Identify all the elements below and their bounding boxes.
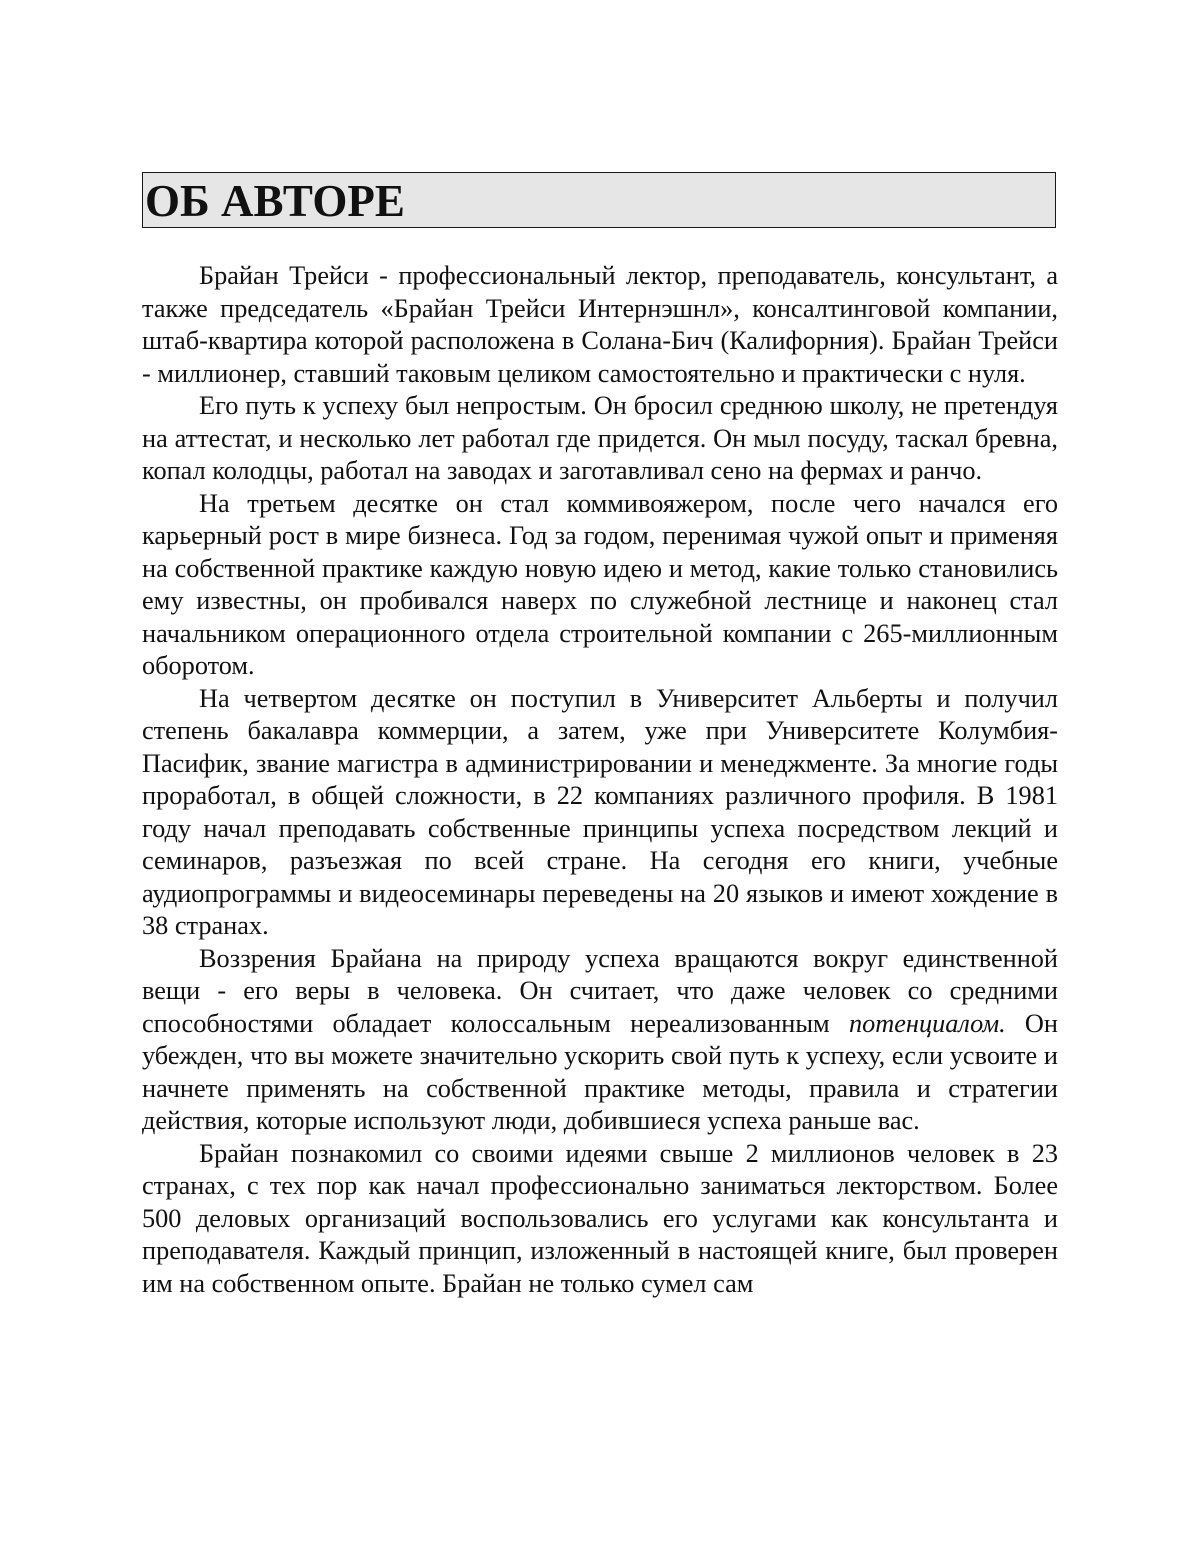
section-title-box <box>142 172 1056 228</box>
paragraph-6: Брайан познакомил со своими идеями свыше 2 миллионов человек в 23 странах, с тех пор как начал профессионально заниматься лекторством. Более 500 деловых организаций воспользовались его услугами как консультанта и преподавателя. Каждый принцип, изложенный в настоящей книге, был проверен им на собственном опыте. Брайан не только сумел сам <box>142 1138 1058 1298</box>
paragraph-1: Брайан Трейси - профессиональный лектор, преподаватель, консультант, а также председатель «Брайан Трейси Интернэшнл», консалтинговой компании, штаб-квартира которой расположена в Солана-Бич (Калифорния). Брайан Трейси - миллионер, ставший таковым целиком самостоятельно и практически с нуля. <box>142 261 1058 388</box>
body-text <box>142 260 1058 1300</box>
paragraph-2: Его путь к успеху был непростым. Он бросил среднюю школу, не претендуя на аттестат, и несколько лет работал где придется. Он мыл посуду, таскал бревна, копал колодцы, работал на заводах и заготавливал сено на фермах и ранчо. <box>142 391 1058 485</box>
paragraph-4: На четвертом десятке он поступил в Университет Альберты и получил степень бакалавра коммерции, а затем, уже при Университете Колумбия-Пасифик, звание магистра в администрировании и менеджменте. За многие годы проработал, в общей сложности, в 22 компаниях различного профиля. В 1981 году начал преподавать собственные принципы успеха посредством лекций и семинаров, разъезжая по всей стране. На сегодня его книги, учебные аудиопрограммы и видеосеминары переведены на 20 языков и имеют хождение в 38 странах. <box>142 683 1058 940</box>
paragraph-3: На третьем десятке он стал коммивояжером, после чего начался его карьерный рост в мире бизнеса. Год за годом, перенимая чужой опыт и применяя на собственной практике каждую новую идею и метод, какие только становились ему известны, он пробивался наверх по служебной лестнице и наконец стал начальником операционного отдела строительной компании с 265-миллионным оборотом. <box>142 488 1058 680</box>
paragraph-5 <box>142 943 1058 1138</box>
document-page <box>142 172 1058 1300</box>
section-title: ОБ АВТОРЕ <box>145 176 405 226</box>
paragraph-5-emphasis: потенциалом. <box>848 1008 1006 1038</box>
paragraph-5-text-start: Воззрения Брайана на природу успеха вращаются вокруг единственной вещи - его веры в человека. Он считает, что даже человек со средними способностями обладает колоссальным нереализованным <box>142 943 1058 1038</box>
paragraph-5-text-end: Он убежден, что вы можете значительно ускорить свой путь к успеху, если усвоите и начнете применять на собственной практике методы, правила и стратегии действия, которые используют люди, добившиеся успеха раньше вас. <box>142 1008 1059 1135</box>
